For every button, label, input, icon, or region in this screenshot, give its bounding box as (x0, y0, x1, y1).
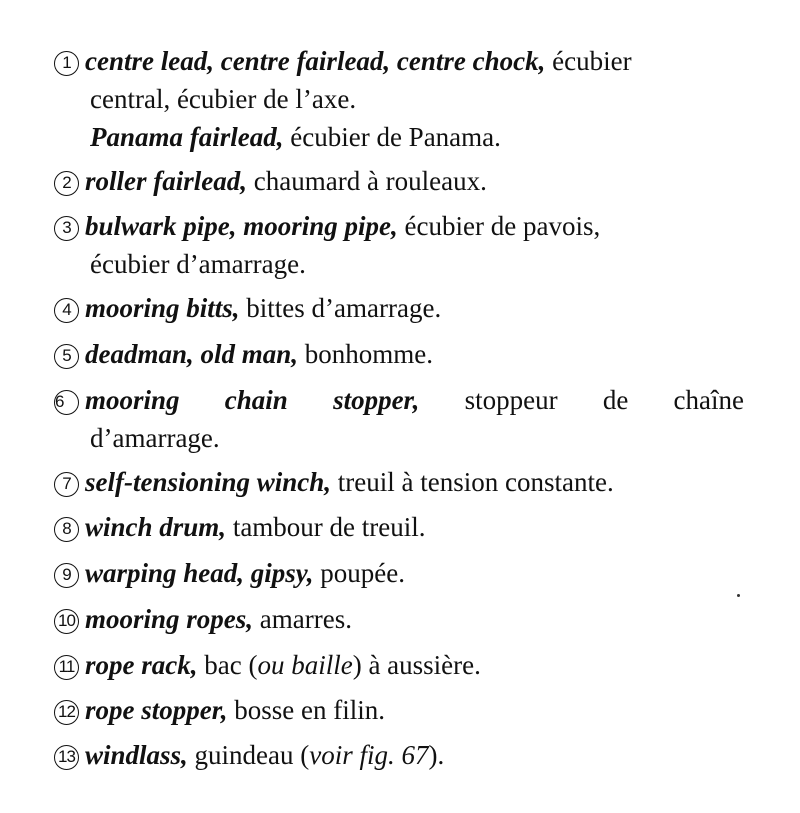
entry-term: roller fairlead, (85, 166, 247, 196)
entry-number: 3 (54, 216, 79, 241)
entry-translation: chaumard à rouleaux. (247, 166, 487, 196)
entry-line (54, 419, 744, 457)
entry-term: deadman, old man, (85, 339, 299, 369)
entry-line (54, 118, 744, 156)
entry-number: 5 (54, 344, 79, 369)
glossary-entry-8 (54, 508, 744, 546)
entry-line (54, 736, 744, 774)
entry-term: warping head, gipsy, (85, 558, 314, 588)
entry-line (54, 42, 744, 80)
entry-translation-word: chaîne (673, 385, 744, 415)
entry-translation: d’amarrage. (90, 423, 220, 453)
entry-translation-italic: voir fig. 67 (309, 740, 429, 770)
entry-number: 1 (54, 51, 79, 76)
entry-line (54, 80, 744, 118)
entry-term: rope rack, (85, 650, 198, 680)
entry-translation: tambour de treuil. (226, 512, 426, 542)
glossary-entry-4 (54, 289, 744, 327)
glossary-entry-10 (54, 600, 744, 638)
entry-number: 9 (54, 563, 79, 588)
entry-translation: poupée. (313, 558, 405, 588)
entry-number: 10 (54, 609, 79, 634)
entry-term: windlass, (85, 740, 188, 770)
entry-line (54, 381, 744, 419)
entry-translation: écubier d’amarrage. (90, 249, 306, 279)
entry-term: bulwark pipe, mooring pipe, (85, 211, 398, 241)
entry-translation: treuil à tension constante. (331, 467, 614, 497)
entry-line (54, 646, 744, 684)
entry-translation: écubier de pavois, (397, 211, 601, 241)
entry-term: self-tensioning winch, (85, 467, 332, 497)
entry-number: 8 (54, 517, 79, 542)
entry-term: rope stopper, (85, 695, 228, 725)
entry-number: 12 (54, 700, 79, 725)
entry-line (54, 600, 744, 638)
entry-translation: ) à aussière. (352, 650, 481, 680)
entry-translation: bac ( (197, 650, 258, 680)
glossary-entry-12 (54, 691, 744, 729)
glossary-entry-7 (54, 463, 744, 501)
glossary-entry-1 (54, 42, 744, 156)
entry-term: mooring ropes, (85, 604, 254, 634)
entry-line (54, 463, 744, 501)
entry-translation: amarres. (253, 604, 352, 634)
entry-translation: bonhomme. (298, 339, 434, 369)
entry-translation: central, écubier de l’axe. (90, 84, 357, 114)
entry-term-word: stopper, (333, 385, 420, 415)
entry-translation-italic: ou baille (257, 650, 353, 680)
glossary-entry-6 (54, 381, 744, 457)
glossary-entry-11 (54, 646, 744, 684)
glossary-entry-2 (54, 162, 744, 200)
entry-term-word: mooring (85, 385, 180, 415)
entry-line (54, 162, 744, 200)
entry-line (54, 207, 744, 245)
entry-translation: ). (428, 740, 445, 770)
entry-line (54, 289, 744, 327)
entry-translation-word: de (602, 385, 629, 415)
entry-number: 13 (54, 745, 79, 770)
entry-number: 4 (54, 298, 79, 323)
entry-number: 2 (54, 171, 79, 196)
entry-term: winch drum, (85, 512, 227, 542)
entry-number: 7 (54, 472, 79, 497)
entry-line (54, 508, 744, 546)
entry-line (54, 691, 744, 729)
entry-translation: écubier (545, 46, 632, 76)
entry-term-word: chain (224, 385, 288, 415)
entry-number: 6 (54, 390, 79, 415)
glossary-entry-9 (54, 554, 744, 592)
entry-term: mooring bitts, (85, 293, 240, 323)
entry-term: centre lead, centre fairlead, centre chock, (85, 46, 546, 76)
entry-line (54, 335, 744, 373)
glossary-entry-3 (54, 207, 744, 283)
print-speck (737, 594, 740, 597)
entry-number: 11 (54, 655, 79, 680)
glossary-entry-5 (54, 335, 744, 373)
entry-translation: écubier de Panama. (283, 122, 501, 152)
entry-translation: bittes d’amarrage. (239, 293, 442, 323)
glossary-entry-13 (54, 736, 744, 774)
entry-term: Panama fairlead, (90, 122, 284, 152)
entry-translation-word: stoppeur (464, 385, 558, 415)
entry-line (54, 554, 744, 592)
entry-line (54, 245, 744, 283)
entry-translation: bosse en filin. (227, 695, 385, 725)
entry-translation: guindeau ( (187, 740, 310, 770)
